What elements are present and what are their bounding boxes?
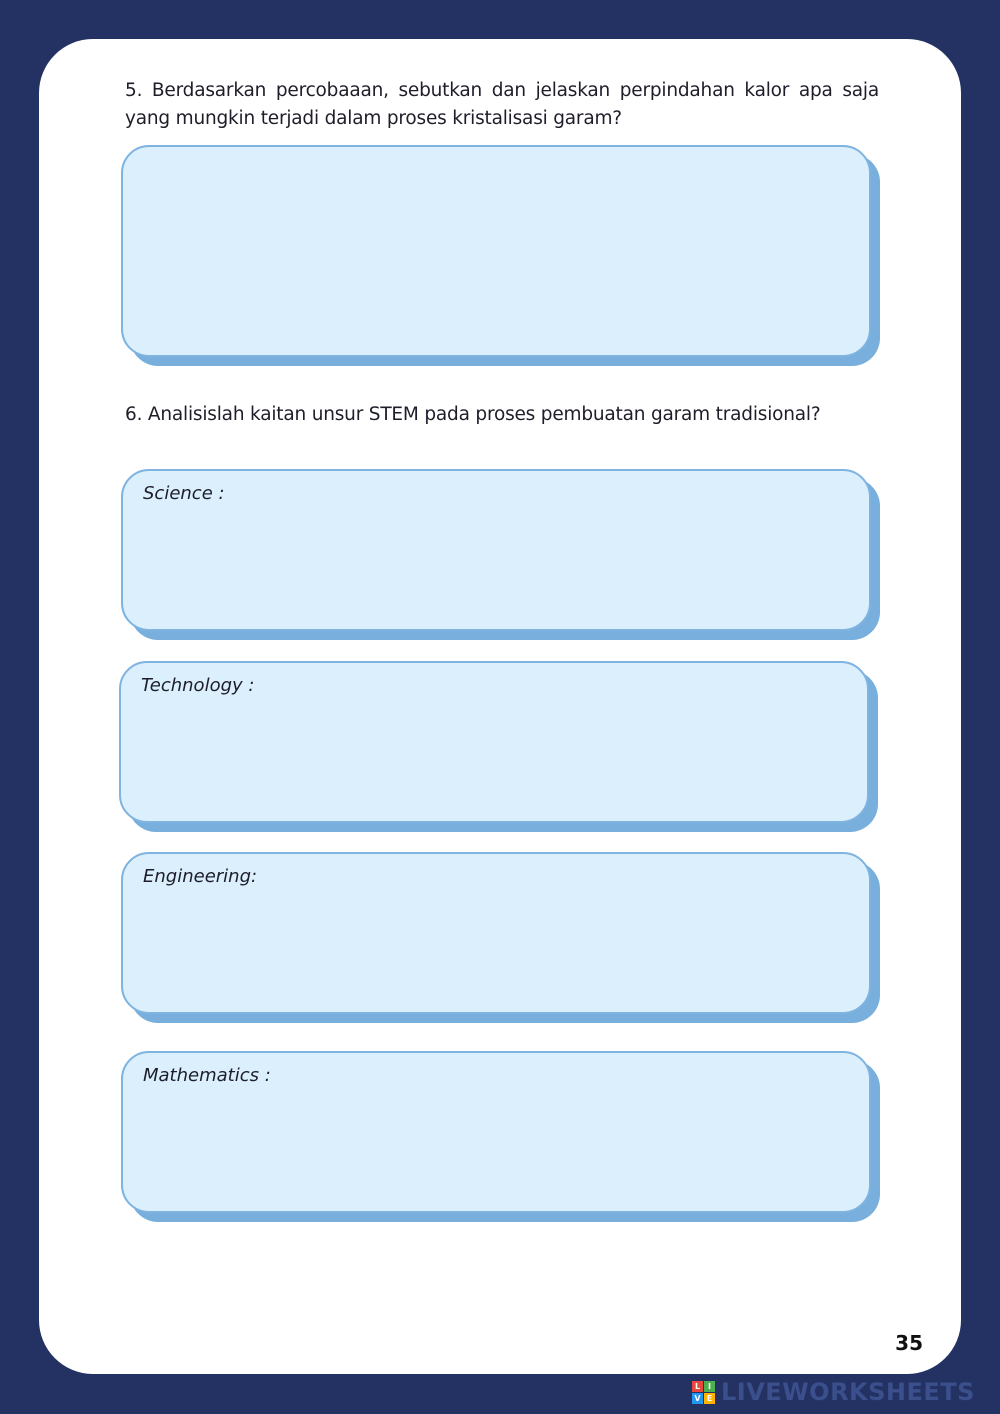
logo-letter-i: I (704, 1381, 715, 1392)
logo-letter-e: E (704, 1393, 715, 1404)
liveworksheets-logo-icon (692, 1381, 715, 1404)
answer-box-science (121, 469, 871, 631)
question-5-text: 5. Berdasarkan percobaaan, sebutkan dan jelaskan perpindahan kalor apa saja yang mungkin terjadi dalam proses kristalisasi garam? (125, 80, 879, 129)
page-number: 35 (895, 1331, 923, 1355)
mathematics-label: Mathematics : (143, 1065, 271, 1086)
engineering-label: Engineering: (143, 866, 258, 887)
answer-box-mathematics (121, 1051, 871, 1213)
answer-box-engineering (121, 852, 871, 1014)
worksheet-page (39, 39, 961, 1374)
answer-input-q5[interactable] (141, 165, 851, 339)
answer-box-q5 (121, 145, 871, 357)
science-label: Science : (143, 483, 225, 504)
liveworksheets-watermark (692, 1378, 975, 1406)
technology-label: Technology : (141, 675, 255, 696)
answer-box-technology (119, 661, 869, 823)
answer-input-mathematics[interactable] (141, 1097, 851, 1195)
answer-input-technology[interactable] (139, 707, 849, 805)
answer-input-engineering[interactable] (141, 898, 851, 996)
logo-letter-v: V (692, 1393, 703, 1404)
question-6-text: 6. Analisislah kaitan unsur STEM pada proses pembuatan garam tradisional? (125, 404, 821, 425)
answer-input-science[interactable] (141, 515, 851, 613)
brand-name: LIVEWORKSHEETS (721, 1378, 975, 1406)
logo-letter-l: L (692, 1381, 703, 1392)
